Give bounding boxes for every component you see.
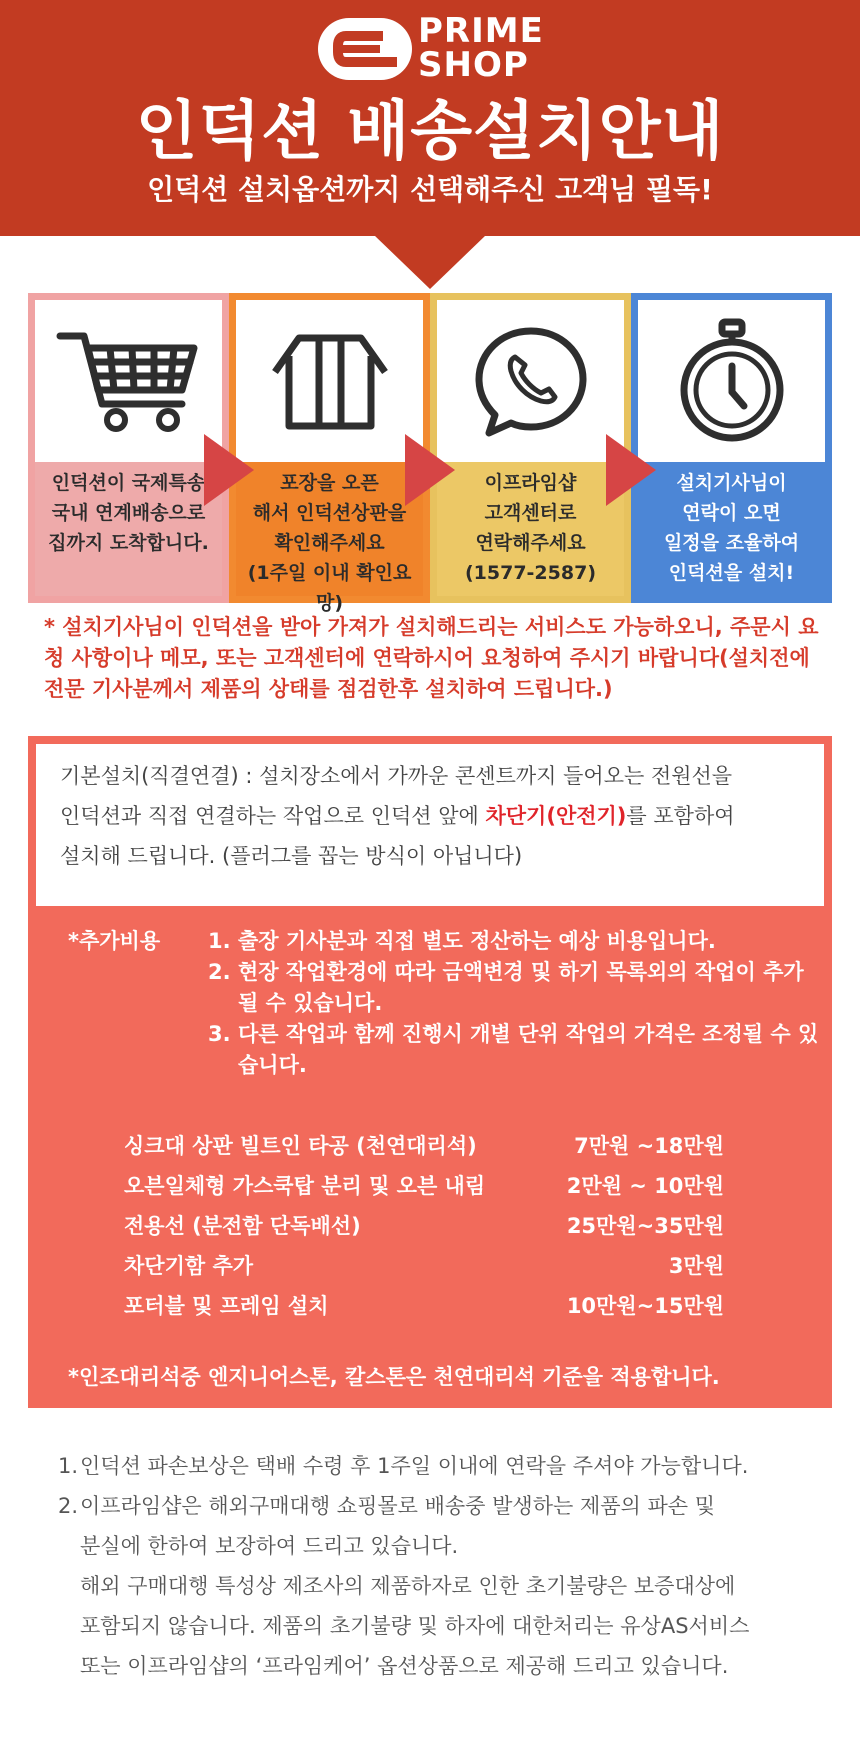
price-value: 2만원 ~ 10만원 [566,1174,724,1198]
table-row [124,1126,724,1166]
table-row [124,1286,724,1326]
step-arrow-icon [204,434,254,506]
step-schedule-install [631,293,832,603]
shopping-cart-icon [54,326,204,436]
logo-text [418,11,544,85]
marble-footnote: *인조대리석중 엔지니어스톤, 칼스톤은 천연대리석 기준을 적용합니다. [68,1365,720,1389]
step-text-line: (1577-2587) [464,562,596,584]
step-text-line: 고객센터로 [484,502,577,524]
step-text-line: 연락이 오면 [682,502,781,524]
list-item: 2. 이프라임샵은 해외구매대행 쇼핑몰로 배송중 발생하는 제품의 파손 및 [58,1494,716,1518]
installer-service-note: * 설치기사님이 인덕션을 받아 가져가 설치해드리는 서비스도 가능하오니, 주문시 요청 사항이나 메모, 또는 고객센터에 연락하시어 요청하여 주시기 바랍니다(설치전에 전문 기사분께서 제품의 상태를 점검한후 설치하여 드립니다.) [44,615,819,701]
step-text-line: 이프라임샵 [484,472,577,494]
list-item: 1. 인덕션 파손보상은 택배 수령 후 1주일 이내에 연락을 주셔야 가능합니다. [58,1454,749,1478]
warranty-line: 분실에 한하여 보장하여 드리고 있습니다. [80,1534,459,1558]
step-text-line: 설치기사님이 [676,472,787,494]
table-row [124,1166,724,1206]
price-value: 25만원~35만원 [566,1214,724,1238]
table-row [124,1206,724,1246]
price-name: 오븐일체형 가스쿡탑 분리 및 오븐 내림 [124,1174,486,1198]
breaker-highlight: 차단기(안전기) [485,804,627,828]
step-text-line: 포장을 오픈 [280,472,379,494]
basic-install-box [36,744,824,906]
extra-cost-list [208,926,828,1081]
table-row [124,1246,724,1286]
step-text-line: 집까지 도착합니다. [48,532,209,554]
prime-shop-logo-icon [316,16,414,82]
stopwatch-icon [672,316,792,446]
step-text-line: 연락해주세요 [475,532,586,554]
price-name: 포터블 및 프레임 설치 [124,1294,329,1318]
page-subtitle: 인덕션 설치옵션까지 선택해주신 고객님 필독! [147,173,713,206]
price-value: 10만원~15만원 [566,1294,724,1318]
step-contact-center [430,293,631,603]
step-text-line: 인덕션을 설치! [668,562,795,584]
list-item: 3. 다른 작업과 함께 진행시 개별 단위 작업의 가격은 조정될 수 있습니다. [208,1022,819,1077]
phone-bubble-icon [471,323,591,439]
install-steps [28,293,832,614]
step-delivery [28,293,229,603]
extra-cost-label: *추가비용 [68,929,161,953]
price-name: 차단기함 추가 [124,1254,254,1278]
price-name: 전용선 (분전함 단독배선) [124,1214,361,1238]
list-item: 1. 출장 기사분과 직접 별도 정산하는 예상 비용입니다. [208,929,716,953]
step-text-line: 해서 인덕션상판을 [252,502,407,524]
step-open-package [229,293,430,614]
logo-line-shop: SHOP [418,45,529,85]
warranty-line: 포함되지 않습니다. 제품의 초기불량 및 하자에 대한처리는 유상AS서비스 [80,1614,750,1638]
step-text-line: 확인해주세요 [274,532,385,554]
price-table [124,1126,724,1326]
step-text-line: 인덕션이 국제특송 [51,472,206,494]
price-value: 3만원 [668,1254,724,1278]
step-text-line: 국내 연계배송으로 [51,502,206,524]
logo-line-prime: PRIME [418,11,544,51]
header-banner [0,0,860,236]
cost-info-box [28,736,832,1408]
basic-install-line: 인덕션과 직접 연결하는 작업으로 인덕션 앞에 차단기(안전기)를 포함하여 [60,804,735,828]
warranty-line: 해외 구매대행 특성상 제조사의 제품하자로 인한 초기불량은 보증대상에 [80,1574,736,1598]
warranty-notes [58,1446,838,1686]
step-text-line: 일정을 조율하여 [663,532,800,554]
price-name: 싱크대 상판 빌트인 타공 (천연대리석) [124,1134,477,1158]
step-arrow-icon [606,434,656,506]
warranty-line: 또는 이프라임샵의 ‘프라임케어’ 옵션상품으로 제공해 드리고 있습니다. [80,1654,729,1678]
price-value: 7만원 ~18만원 [574,1134,724,1158]
page-title: 인덕션 배송설치안내 [135,95,725,169]
prime-shop-logo [316,11,546,86]
header-pointer-triangle [374,235,486,289]
basic-install-line: 기본설치(직결연결) : 설치장소에서 가까운 콘센트까지 들어오는 전원선을 [60,764,733,788]
step-text-line: (1주일 이내 확인요망) [247,562,412,614]
box-icon [265,326,395,436]
list-item: 2. 현장 작업환경에 따라 금액변경 및 하기 목록외의 작업이 추가 될 수 있습니다. [208,960,804,1015]
basic-install-line: 설치해 드립니다. (플러그를 꼽는 방식이 아닙니다) [60,844,523,868]
step-arrow-icon [405,434,455,506]
